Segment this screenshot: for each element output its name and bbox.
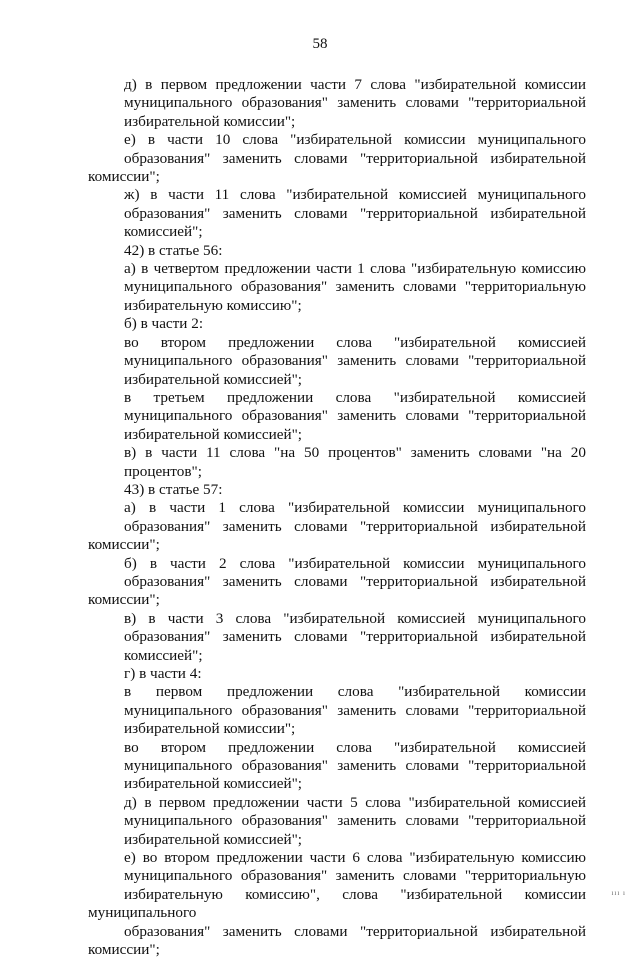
paragraph bbox=[88, 242, 586, 260]
paragraph bbox=[88, 849, 586, 959]
paragraph bbox=[88, 186, 586, 241]
paragraph bbox=[88, 555, 586, 610]
paragraph-line: избирательной комиссией"; bbox=[124, 370, 302, 388]
paragraph-line: б) в части 2 слова "избирательной комиссии муниципального bbox=[124, 554, 586, 572]
paragraph-line: образования" заменить словами "территориальной избирательной bbox=[124, 204, 586, 222]
paragraph bbox=[88, 683, 586, 738]
scan-corner-mark: ııı ı bbox=[611, 889, 626, 897]
paragraph-line: образования" заменить словами "территориальной избирательной комиссии"; bbox=[88, 517, 586, 554]
paragraph-line: избирательной комиссии"; bbox=[124, 112, 296, 130]
paragraph-line: 42) в статье 56: bbox=[124, 241, 223, 259]
paragraph-line: а) в четвертом предложении части 1 слова "избирательную комиссию bbox=[124, 260, 586, 278]
paragraph-line: процентов"; bbox=[124, 462, 202, 480]
paragraph-line: комиссией"; bbox=[124, 223, 203, 241]
paragraph-line: муниципального образования" заменить словами "территориальной bbox=[124, 352, 586, 370]
paragraph-line: б) в части 2: bbox=[124, 315, 204, 333]
paragraph bbox=[88, 444, 586, 481]
paragraph-line: избирательной комиссией"; bbox=[124, 425, 302, 443]
paragraph bbox=[88, 610, 586, 665]
paragraph-line: в) в части 3 слова "избирательной комиссией муниципального bbox=[124, 609, 586, 627]
paragraph-line: муниципального образования" заменить словами "территориальную bbox=[124, 278, 586, 296]
paragraph-line: в первом предложении слова "избирательной комиссии bbox=[124, 683, 586, 701]
paragraph-line: образования" заменить словами "территориальной избирательной bbox=[124, 628, 586, 646]
paragraph-line: муниципального образования" заменить словами "территориальной bbox=[124, 812, 586, 830]
paragraph-line: г) в части 4: bbox=[124, 665, 202, 682]
paragraph-line: ж) в части 11 слова "избирательной комиссией муниципального bbox=[124, 186, 586, 204]
paragraph-line: муниципального образования" заменить словами "территориальной bbox=[124, 757, 586, 775]
paragraph-line: в третьем предложении слова "избирательной комиссией bbox=[124, 388, 586, 406]
paragraph-line: д) в первом предложении части 5 слова "избирательной комиссией bbox=[124, 793, 586, 811]
paragraph-line: в) в части 11 слова "на 50 процентов" заменить словами "на 20 bbox=[124, 444, 586, 462]
paragraph bbox=[88, 260, 586, 315]
paragraph bbox=[88, 389, 586, 444]
paragraph-line: образования" заменить словами "территориальной избирательной комиссии"; bbox=[88, 572, 586, 609]
page-number: 58 bbox=[312, 36, 328, 52]
document-body bbox=[88, 76, 586, 960]
paragraph bbox=[88, 794, 586, 849]
paragraph-line: е) во втором предложении части 6 слова "избирательную комиссию bbox=[124, 849, 586, 867]
paragraph-line: во втором предложении слова "избирательной комиссией bbox=[124, 333, 586, 351]
paragraph bbox=[88, 76, 586, 131]
paragraph bbox=[88, 334, 586, 389]
paragraph-line: во втором предложении слова "избирательной комиссией bbox=[124, 738, 586, 756]
paragraph bbox=[88, 481, 586, 499]
paragraph-line: муниципального образования" заменить словами "территориальной bbox=[124, 701, 586, 719]
paragraph bbox=[88, 315, 586, 333]
paragraph-line: а) в части 1 слова "избирательной комиссии муниципального bbox=[124, 499, 586, 517]
paragraph-line: избирательную комиссию"; bbox=[124, 296, 302, 314]
paragraph-line: муниципального образования" заменить словами "территориальную bbox=[124, 867, 586, 885]
paragraph-line: муниципального образования" заменить словами "территориальной bbox=[124, 407, 586, 425]
paragraph-line: избирательной комиссией"; bbox=[124, 775, 302, 793]
paragraph-line: д) в первом предложении части 7 слова "избирательной комиссии bbox=[124, 76, 586, 93]
paragraph-line: комиссией"; bbox=[124, 646, 203, 664]
paragraph bbox=[88, 131, 586, 186]
paragraph-line: избирательной комиссией"; bbox=[124, 830, 302, 848]
paragraph bbox=[88, 665, 586, 683]
paragraph-line: образования" заменить словами "территориальной избирательной комиссии"; bbox=[88, 922, 586, 959]
paragraph-line: избирательную комиссию", слова "избирательной комиссии муниципального bbox=[88, 885, 586, 922]
paragraph bbox=[88, 739, 586, 794]
paragraph-line: муниципального образования" заменить словами "территориальной bbox=[124, 94, 586, 112]
paragraph-line: образования" заменить словами "территориальной избирательной комиссии"; bbox=[88, 149, 586, 186]
paragraph-line: избирательной комиссии"; bbox=[124, 720, 296, 738]
paragraph-line: е) в части 10 слова "избирательной комиссии муниципального bbox=[124, 131, 586, 149]
paragraph bbox=[88, 499, 586, 554]
paragraph-line: 43) в статье 57: bbox=[124, 480, 223, 498]
